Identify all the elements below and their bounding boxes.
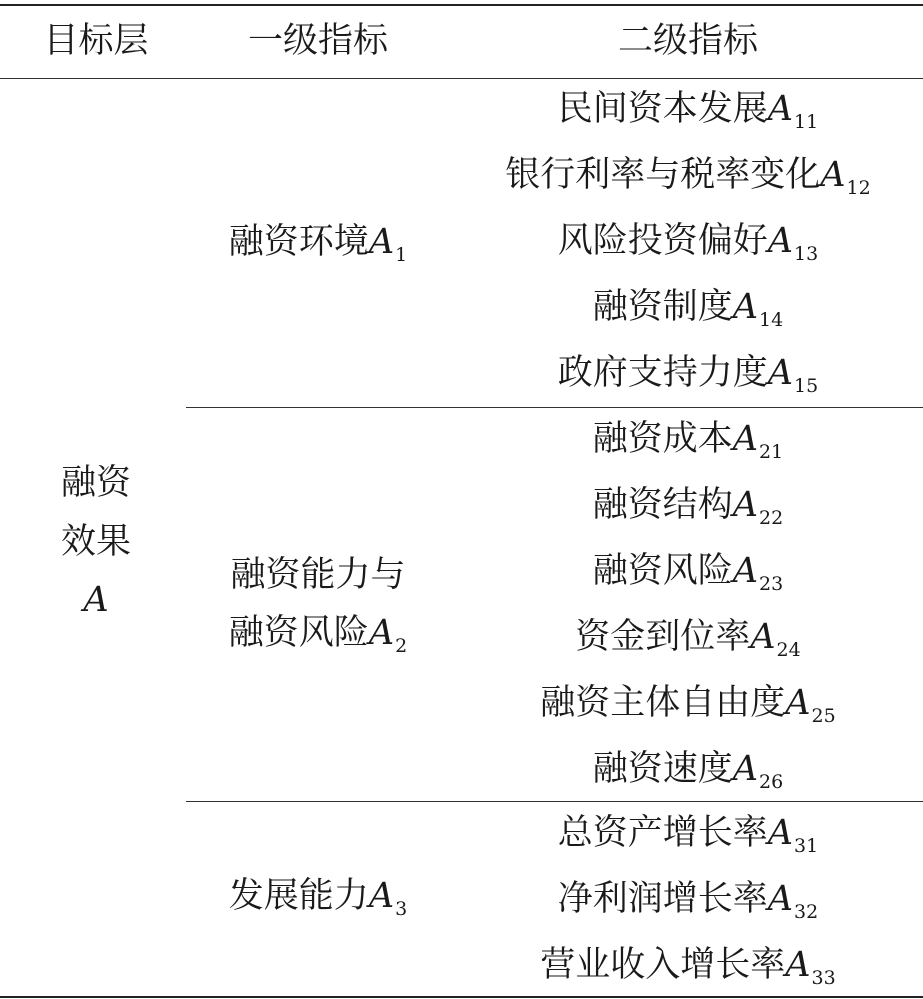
item-a13: 风险投资偏好$A_{13}$ — [557, 221, 819, 265]
target-var: A — [83, 580, 109, 620]
item-a23: 融资风险$A_{23}$ — [592, 551, 784, 595]
item-a14: 融资制度$A_{14}$ — [592, 287, 784, 331]
target-line2: 效果 — [60, 522, 132, 562]
group2-divider — [186, 801, 923, 802]
header-level2: 二级指标 — [617, 21, 759, 61]
target-line1: 融资 — [60, 463, 132, 503]
group1-label: 融资环境$A_1$ — [228, 222, 408, 266]
group3-label: 发展能力$A_3$ — [228, 876, 408, 920]
group2-label-line1: 融资能力与 — [230, 555, 406, 595]
header-rule — [0, 78, 923, 79]
item-a32: 净利润增长率$A_{32}$ — [557, 879, 819, 923]
group2-label-line2: 融资风险$A_2$ — [228, 613, 408, 657]
item-a12: 银行利率与税率变化$A_{12}$ — [505, 155, 871, 199]
header-level1: 一级指标 — [247, 21, 389, 61]
item-a11: 民间资本发展$A_{11}$ — [557, 89, 819, 133]
item-a24: 资金到位率$A_{24}$ — [575, 617, 801, 661]
item-a26: 融资速度$A_{26}$ — [592, 749, 784, 793]
item-a25: 融资主体自由度$A_{25}$ — [540, 683, 836, 727]
item-a31: 总资产增长率$A_{31}$ — [557, 813, 819, 857]
header-target: 目标层 — [43, 21, 149, 61]
group1-divider — [186, 407, 923, 408]
top-rule — [0, 4, 923, 6]
item-a22: 融资结构$A_{22}$ — [592, 485, 784, 529]
item-a21: 融资成本$A_{21}$ — [592, 419, 784, 463]
item-a33: 营业收入增长率$A_{33}$ — [540, 945, 836, 989]
item-a15: 政府支持力度$A_{15}$ — [557, 353, 819, 397]
